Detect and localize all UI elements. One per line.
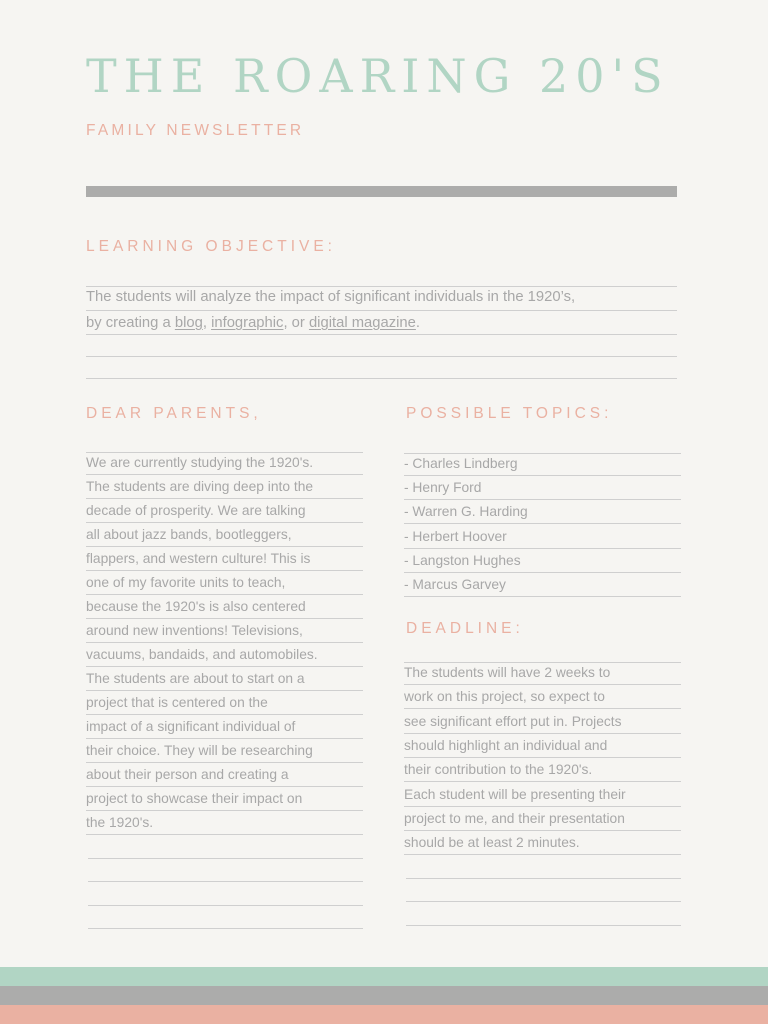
parents-line: decade of prosperity. We are talking — [86, 503, 306, 518]
rule — [86, 310, 677, 311]
rule — [404, 733, 681, 734]
rule — [404, 662, 681, 663]
deadline-line: see significant effort put in. Projects — [404, 713, 622, 729]
topics-heading: POSSIBLE TOPICS: — [406, 405, 613, 422]
rule — [86, 618, 363, 619]
parents-line: the 1920's. — [86, 815, 154, 830]
rule — [88, 881, 363, 882]
topics-line: - Charles Lindberg — [404, 456, 518, 471]
rule — [404, 475, 681, 476]
rule — [86, 642, 363, 643]
parents-line: We are currently studying the 1920's. — [86, 455, 314, 470]
parents-line: one of my favorite units to teach, — [86, 575, 286, 590]
parents-line: The students are diving deep into the — [86, 479, 314, 494]
parents-heading: DEAR PARENTS, — [86, 405, 262, 422]
rule — [404, 499, 681, 500]
rule — [86, 594, 363, 595]
peach-band — [0, 1005, 768, 1024]
rule — [404, 684, 681, 685]
separator: , or — [283, 315, 309, 331]
parents-line: around new inventions! Televisions, — [86, 623, 303, 638]
rule — [88, 928, 363, 929]
parents-line: flappers, and western culture! This is — [86, 551, 311, 566]
rule — [404, 523, 681, 524]
deadline-line: Each student will be presenting their — [404, 786, 626, 802]
parents-line: because the 1920's is also centered — [86, 599, 306, 614]
parents-line: vacuums, bandaids, and automobiles. — [86, 647, 318, 662]
parents-line: all about jazz bands, bootleggers, — [86, 527, 292, 542]
infographic-link[interactable]: infographic — [211, 315, 284, 331]
rule — [86, 666, 363, 667]
rule — [406, 925, 681, 926]
rule — [86, 356, 677, 357]
objective-line-2 — [86, 314, 420, 332]
header-divider — [86, 186, 677, 197]
rule — [86, 738, 363, 739]
rule — [404, 781, 681, 782]
blog-link[interactable]: blog — [174, 315, 203, 331]
rule — [406, 901, 681, 902]
rule — [86, 546, 363, 547]
objective-line-1: The students will analyze the impact of significant individuals in the 1920’s, — [86, 289, 576, 305]
deadline-line: work on this project, so expect to — [404, 689, 605, 705]
rule — [404, 572, 681, 573]
parents-line: project to showcase their impact on — [86, 791, 303, 806]
rule — [86, 378, 677, 379]
objective-suffix: . — [415, 315, 421, 331]
parents-line: The students are about to start on a — [86, 671, 305, 686]
rule — [406, 878, 681, 879]
deadline-line: their contribution to the 1920's. — [404, 762, 593, 778]
newsletter-title: THE ROARING 20'S — [86, 49, 670, 103]
rule — [404, 453, 681, 454]
rule — [404, 596, 681, 597]
rule — [86, 762, 363, 763]
digital-magazine-link[interactable]: digital magazine — [308, 315, 416, 331]
deadline-line: should be at least 2 minutes. — [404, 835, 580, 851]
deadline-line: should highlight an individual and — [404, 737, 608, 753]
rule — [86, 522, 363, 523]
rule — [86, 786, 363, 787]
rule — [86, 474, 363, 475]
parents-line: their choice. They will be researching — [86, 743, 313, 758]
parents-line: impact of a significant individual of — [86, 719, 296, 734]
rule — [404, 854, 681, 855]
gray-band — [0, 986, 768, 1005]
objective-prefix: by creating a — [86, 315, 175, 331]
mint-band — [0, 967, 768, 986]
rule — [404, 757, 681, 758]
objective-heading: LEARNING OBJECTIVE: — [86, 238, 336, 255]
topics-line: - Henry Ford — [404, 480, 482, 496]
newsletter-subtitle: FAMILY NEWSLETTER — [86, 122, 305, 139]
deadline-line: The students will have 2 weeks to — [404, 665, 611, 680]
rule — [86, 286, 677, 287]
deadline-line: project to me, and their presentation — [404, 810, 625, 826]
rule — [86, 570, 363, 571]
rule — [86, 690, 363, 691]
parents-line: project that is centered on the — [86, 695, 268, 710]
deadline-heading: DEADLINE: — [406, 620, 524, 637]
topics-line: - Langston Hughes — [404, 552, 521, 568]
separator: , — [202, 315, 212, 331]
rule — [404, 830, 681, 831]
rule — [86, 810, 363, 811]
rule — [86, 452, 363, 453]
rule — [86, 334, 677, 335]
rule — [404, 548, 681, 549]
topics-line: - Warren G. Harding — [404, 504, 528, 520]
rule — [86, 498, 363, 499]
parents-line: about their person and creating a — [86, 767, 289, 782]
rule — [86, 714, 363, 715]
rule — [404, 806, 681, 807]
rule — [404, 708, 681, 709]
topics-line: - Marcus Garvey — [404, 577, 506, 592]
topics-line: - Herbert Hoover — [404, 528, 507, 544]
rule — [86, 834, 363, 835]
rule — [88, 858, 363, 859]
rule — [88, 905, 363, 906]
